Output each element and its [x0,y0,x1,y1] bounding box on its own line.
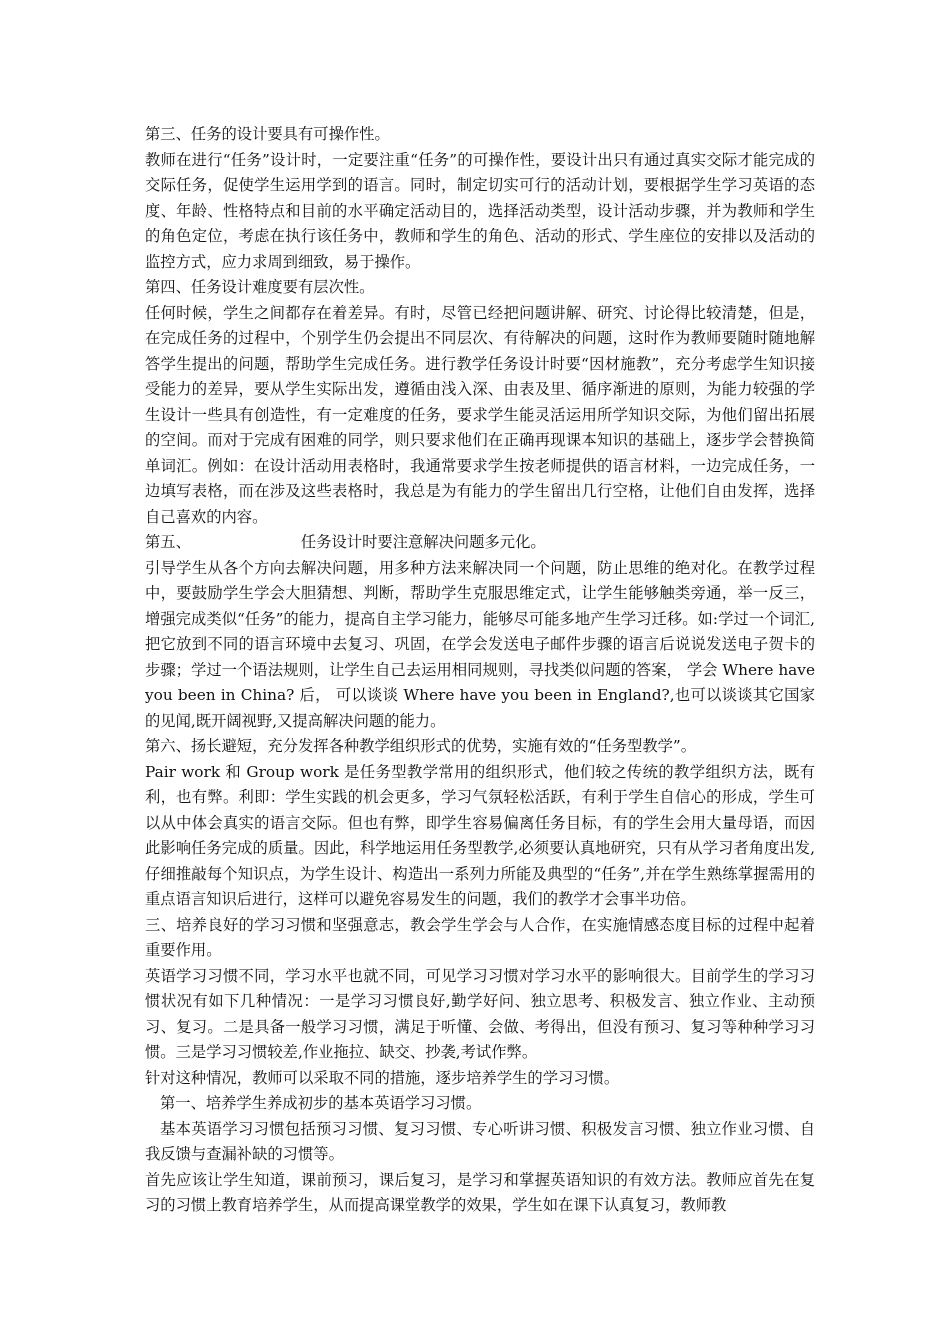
paragraph-diversified-solving: 引导学生从各个方向去解决问题，用多种方法来解决同一个问题，防止思维的绝对化。在教学过程中，要鼓励学生学会大胆猜想、判断，帮助学生克服思维定式，让学生能够触类旁通，举一反三，增强完成类似“任务”的能力，提高自主学习能力，能够尽可能多地产生学习迁移。如:学过一个词汇,把它放到不同的语言环境中去复习、巩固，在学会发送电子邮件步骤的语言后说说发送电子贺卡的步骤；学过一个语法规则，让学生自己去运用相同规则，寻找类似问题的答案， 学会 Where have you been in China? 后， 可以谈谈 Where have you been in England?,也可以谈谈其它国家的见闻,既开阔视野,又提高解决问题的能力。 [145,558,815,730]
paragraph-operability: 教师在进行“任务”设计时，一定要注重“任务”的可操作性，要设计出只有通过真实交际才能完成的交际任务，促使学生运用学到的语言。同时，制定切实可行的活动计划，要根据学生学习英语的态度、年龄、性格特点和目前的水平确定活动目的，选择活动类型，设计活动步骤，并为教师和学生的角色定位，考虑在执行该任务中，教师和学生的角色、活动的形式、学生座位的安排以及活动的监控方式，应力求周到细致，易于操作。 [145,150,815,271]
paragraph-pair-group-work: Pair work 和 Group work 是任务型教学常用的组织形式，他们较之传统的教学组织方法，既有利，也有弊。利即：学生实践的机会更多，学习气氛轻松活跃，有利于学生自信心的形成，学生可以从中体会真实的语言交际。但也有弊，即学生容易偏离任务目标，有的学生会用大量母语，而因此影响任务完成的质量。因此，科学地运用任务型教学,必须要认真地研究，只有从学习者角度出发,仔细推敲每个知识点，为学生设计、构造出一系列力所能及典型的“任务”,并在学生熟练掌握需用的重点语言知识后进行，这样可以避免容易发生的问题，我们的教学才会事半功倍。 [145,762,815,908]
paragraph-basic-habits: 基本英语学习习惯包括预习习惯、复习习惯、专心听讲习惯、积极发言习惯、独立作业习惯、自我反馈与查漏补缺的习惯等。 [145,1119,815,1163]
heading-part-3: 三、培养良好的学习习惯和坚强意志，教会学生学会与人合作，在实施情感态度目标的过程中起着重要作用。 [145,915,815,959]
heading-habit-1: 第一、培养学生养成初步的基本英语学习习惯。 [160,1094,482,1112]
paragraph-difficulty-levels: 任何时候，学生之间都存在着差异。有时，尽管已经把问题讲解、研究、讨论得比较清楚，但是，在完成任务的过程中，个别学生仍会提出不同层次、有待解决的问题，这时作为教师要随时随地解答学生提出的问题，帮助学生完成任务。进行教学任务设计时要“因材施教”，充分考虑学生知识接受能力的差异，要从学生实际出发，遵循由浅入深、由表及里、循序渐进的原则，为能力较强的学生设计一些具有创造性，有一定难度的任务，要求学生能灵活运用所学知识交际，为他们留出拓展的空间。而对于完成有困难的同学，则只要求他们在正确再现课本知识的基础上，逐步学会替换简单词汇。例如：在设计活动用表格时，我通常要求学生按老师提供的语言材料，一边完成任务，一边填写表格，而在涉及这些表格时，我总是为有能力的学生留出几行空格，让他们自由发挥，选择自己喜欢的内容。 [145,303,815,526]
heading-section-5-title: 任务设计时要注意解决问题多元化。 [300,533,546,551]
heading-section-3: 第三、任务的设计要具有可操作性。 [145,125,390,143]
heading-section-5 [145,530,815,556]
heading-section-5-number: 第五、 [145,533,191,551]
paragraph-measures: 针对这种情况，教师可以采取不同的措施，逐步培养学生的学习习惯。 [145,1068,620,1087]
paragraph-preview-review: 首先应该让学生知道，课前预习，课后复习，是学习和掌握英语知识的有效方法。教师应首先在复习的习惯上教育培养学生，从而提高课堂教学的效果，学生如在课下认真复习，教师教 [145,1170,815,1214]
paragraph-learning-habits: 英语学习习惯不同，学习水平也就不同，可见学习习惯对学习水平的影响很大。目前学生的学习习惯状况有如下几种情况：一是学习习惯良好,勤学好问、独立思考、积极发言、独立作业、主动预习、复习。二是具备一般学习习惯，满足于听懂、会做、考得出，但没有预习、复习等种种学习习惯。三是学习习惯较差,作业拖拉、缺交、抄袭,考试作弊。 [145,966,815,1061]
document-body [145,122,815,1219]
heading-section-4: 第四、任务设计难度要有层次性。 [145,278,375,296]
heading-section-6: 第六、扬长避短，充分发挥各种教学组织形式的优势，实施有效的“任务型教学”。 [145,737,697,755]
